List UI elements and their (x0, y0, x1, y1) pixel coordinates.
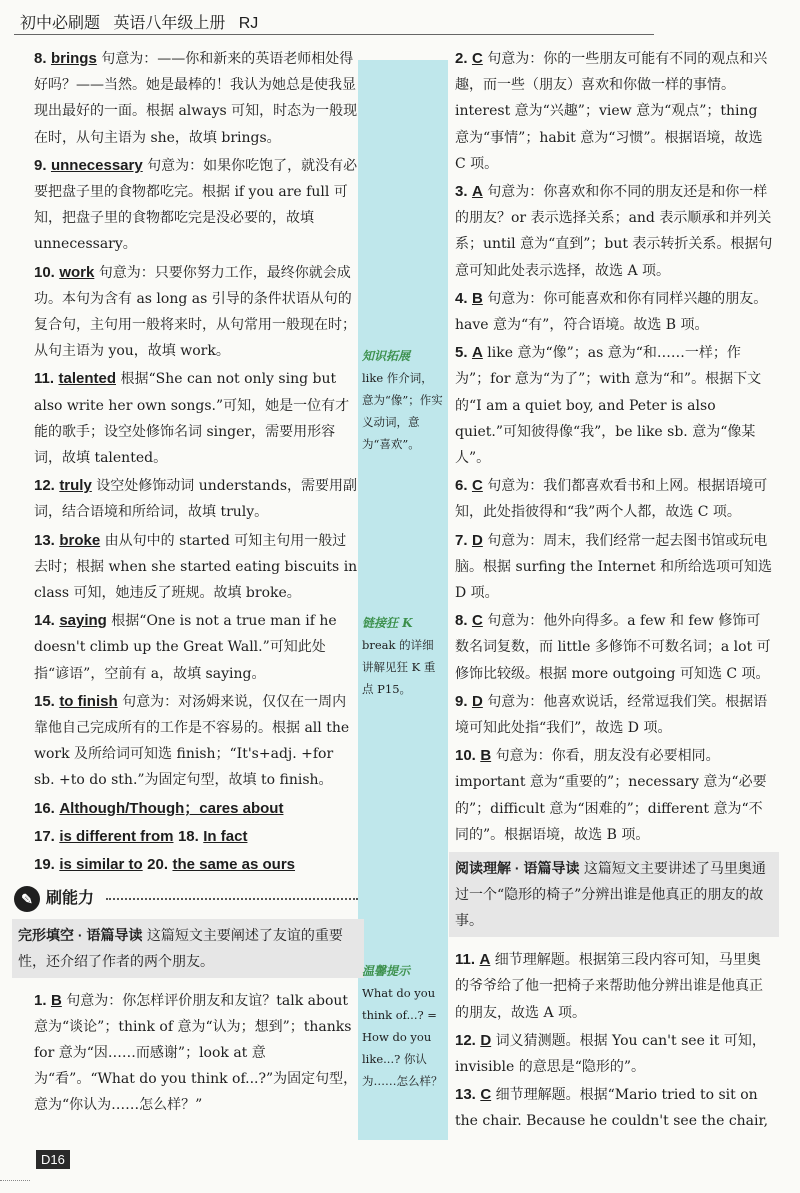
short-answer-row (34, 852, 358, 878)
answer-key: B (50, 991, 62, 1009)
note-title: 知识拓展 (362, 349, 411, 363)
explanation-text: 句意为：你怎样评价朋友和友谊？talk about 意为“谈论”；think of 意为“认为；想到”；thanks for 意为“因……而感谢”；look at 意为“看”。“What do you think of...?”为固定句型，意为“你认为……怎么样？” (34, 992, 358, 1114)
answer-item (455, 689, 773, 741)
answer-item (34, 608, 358, 687)
answer-key: work (59, 263, 95, 281)
explanation-text: 句意为：你喜欢和你不同的朋友还是和你一样的朋友？or 表示选择关系；and 表示顺承和并列关系；until 意为“直到”；but 表示转折关系。根据句意可知此处表示选择，故选 A 项。 (455, 184, 773, 279)
edition-label: RJ (238, 15, 259, 32)
explanation-text: 句意为：你看，朋友没有必要相同。important 意为“重要的”；necessary 意为“必要的”；difficult 意为“困难的”；different 意为“不同的”。根据语境，故选 B 项。 (455, 748, 767, 843)
reading-intro-text: 这篇短文主要讲述了马里奥通过一个“隐形的椅子”分辨出谁是他真正的朋友的故事。 (455, 861, 766, 930)
item-number: 9. (455, 692, 468, 710)
answer-item (34, 46, 358, 151)
cloze-intro-label: 完形填空 · 语篇导读 (18, 926, 143, 943)
answer-item (34, 153, 358, 258)
explanation-text: 设空处修饰动词 understands，需要用副词，结合语境和所给词，故填 truly。 (34, 478, 358, 521)
note-knowledge (362, 345, 444, 455)
explanation-text: 细节理解题。根据“Mario tried to sit on the chair. Because he couldn't see the chair, (455, 1087, 769, 1130)
item-number: 16. (34, 799, 55, 817)
section-heading (14, 886, 358, 912)
dotted-divider (106, 898, 358, 900)
item-number: 9. (34, 156, 47, 174)
note-title: 链接狂 K (362, 616, 413, 630)
explanation-text: 根据“One is not a true man if he doesn't climb up the Great Wall.”可知此处指“谚语”，空前有 a，故填 saying。 (34, 613, 337, 682)
brush-icon: ✎ (14, 886, 40, 912)
item-number: 15. (34, 692, 55, 710)
item-number: 8. (34, 50, 47, 67)
note-tip (362, 960, 444, 1092)
page-header (20, 10, 258, 33)
item-number: 4. (455, 289, 468, 307)
item-number: 11. (34, 370, 55, 388)
answer-item (34, 366, 358, 471)
item-number: 1. (34, 991, 47, 1009)
item-number: 10. (34, 263, 55, 281)
item-number: 12. (34, 477, 55, 495)
answer-key: C (480, 1086, 492, 1104)
item-number: 20. (147, 856, 168, 874)
item-number: 12. (455, 1031, 476, 1049)
note-text: break 的详细讲解见狂 K 重点 P15。 (362, 638, 436, 696)
explanation-text: 句意为：你的一些朋友可能有不同的观点和兴趣，而一些（朋友）喜欢和你做一样的事情。interest 意为“兴趣”；view 意为“观点”；thing 意为“事情”；habit 意为“习惯”。根据语境，故选 C 项。 (455, 51, 768, 172)
answer-key: the same as ours (172, 856, 296, 874)
answer-item (455, 179, 773, 284)
item-number: 18. (177, 827, 199, 845)
answer-key: Although/Though；cares about (59, 799, 284, 817)
page-number: D16 (36, 1150, 70, 1169)
note-link (362, 612, 444, 700)
answer-item (455, 46, 773, 177)
answer-key: brings (50, 50, 97, 67)
answer-key: In fact (203, 827, 248, 845)
item-number: 10. (455, 747, 476, 765)
explanation-text: 句意为：周末，我们经常一起去图书馆或玩电脑。根据 surfing the Internet 和所给选项可知选 D 项。 (455, 532, 773, 602)
answer-key: to finish (59, 692, 118, 710)
explanation-text: 根据“She can not only sing but also write her own songs.”可知，她是一位有才能的歌手；设空处修饰名词 singer，需要用形容词，故填 talented。 (34, 371, 350, 467)
answer-key: A (471, 344, 483, 362)
explanation-text: 句意为：对汤姆来说，仅仅在一周内靠他自己完成所有的工作是不容易的。根据 all the work 及所给词可知选 finish；“It's+adj. +for sb. +to do sth.”为固定句型，故填 to finish。 (34, 693, 350, 789)
footer-dots (0, 1180, 30, 1181)
reading-intro-box (449, 852, 779, 937)
answer-item (455, 947, 773, 1026)
item-number: 5. (455, 344, 468, 362)
explanation-text: 词义猜测题。根据 You can't see it 可知，invisible 的意思是“隐形的”。 (455, 1032, 766, 1075)
reading-intro-label: 阅读理解 · 语篇导读 (455, 860, 580, 877)
answer-item (34, 260, 358, 365)
book-title: 初中必刷题 (20, 15, 101, 32)
item-number: 6. (455, 477, 468, 495)
short-answer-row (34, 796, 358, 822)
answer-key: is different from (59, 827, 174, 845)
answer-item (455, 743, 773, 848)
note-text: What do you think of...? = How do you like...? 你认为……怎么样？ (362, 986, 443, 1088)
explanation-text: like 意为“像”；as 意为“和……一样；作为”；for 意为“为了”；with 意为“和”。根据下文的“I am a quiet boy, and Peter is also quiet.”可知彼得像“我”，be like sb. 意为“像某人”。 (455, 345, 762, 467)
item-number: 11. (455, 951, 476, 969)
answer-key: A (479, 951, 491, 969)
explanation-text: 句意为：他喜欢说话，经常逗我们笑。根据语境可知此处指“我们”，故选 D 项。 (455, 693, 768, 737)
item-number: 13. (455, 1086, 476, 1104)
right-column (455, 46, 773, 1137)
section-title: 刷能力 (46, 890, 95, 908)
answer-key: C (471, 50, 483, 67)
item-number: 8. (455, 612, 468, 630)
answer-item (455, 608, 773, 687)
answer-key: talented (58, 370, 116, 388)
explanation-text: 句意为：如果你吃饱了，就没有必要把盘子里的食物都吃完。根据 if you are full 可知，把盘子里的食物都吃完是没必要的，故填 unnecessary。 (34, 157, 358, 253)
answer-key: is similar to (59, 856, 143, 874)
answer-item (455, 340, 773, 471)
item-number: 14. (34, 612, 55, 630)
item-number: 7. (455, 531, 468, 549)
answer-item (455, 1028, 773, 1080)
answer-key: unnecessary (50, 156, 143, 174)
answer-item (455, 286, 773, 338)
explanation-text: 句意为：他外向得多。a few 和 few 修饰可数名词复数，而 little 多修饰不可数名词；a lot 可修饰比较级。根据 more outgoing 可知选 C 项。 (455, 613, 771, 682)
note-text: like 作介词，意为“像”；作实义动词，意为“喜欢”。 (362, 371, 443, 451)
left-column (18, 46, 358, 1121)
answer-key: D (471, 531, 483, 549)
explanation-text: 句意为：你可能喜欢和你有同样兴趣的朋友。have 意为“有”，符合语境。故选 B 项。 (455, 290, 768, 334)
answer-key: C (471, 477, 483, 495)
answer-key: B (471, 289, 483, 307)
answer-key: D (480, 1031, 492, 1049)
answer-key: saying (59, 612, 107, 630)
answer-item (34, 689, 358, 794)
answer-item (455, 1082, 773, 1134)
answer-item (455, 528, 773, 607)
item-number: 13. (34, 531, 55, 549)
answer-key: D (471, 692, 483, 710)
answer-key: broke (59, 531, 101, 549)
item-number: 17. (34, 827, 55, 845)
explanation-text: 由从句中的 started 可知主句用一般过去时；根据 when she started eating biscuits in class 可知，她违反了班规。故填 broke。 (34, 532, 358, 602)
answer-item (34, 528, 358, 607)
item-number: 19. (34, 856, 55, 874)
answer-item (34, 473, 358, 525)
short-answer-row (34, 824, 358, 850)
item-number: 3. (455, 183, 468, 201)
answer-item (34, 988, 358, 1119)
answer-key: B (480, 747, 492, 765)
note-title: 温馨提示 (362, 964, 411, 978)
explanation-text: 细节理解题。根据第三段内容可知，马里奥的爷爷给了他一把椅子来帮助他分辨出谁是他真正的朋友，故选 A 项。 (455, 952, 763, 1021)
cloze-intro-box (12, 919, 364, 978)
answer-key: A (471, 183, 483, 201)
answer-key: C (471, 612, 483, 630)
answer-item (455, 473, 773, 525)
cloze-intro-text: 这篇短文主要阐述了友谊的重要性，还介绍了作者的两个朋友。 (18, 927, 343, 970)
explanation-text: 句意为：——你和新来的英语老师相处得好吗？——当然。她是最棒的！我认为她总是使我显现出最好的一面。根据 always 可知，时态为一般现在时，从句主语为 she，故填 brings。 (34, 51, 358, 146)
subject-title: 英语八年级上册 (113, 15, 226, 32)
explanation-text: 句意为：我们都喜欢看书和上网。根据语境可知，此处指彼得和“我”两个人都，故选 C 项。 (455, 478, 768, 521)
explanation-text: 句意为：只要你努力工作，最终你就会成功。本句为含有 as long as 引导的条件状语从句的复合句，主句用一般将来时，从句常用一般现在时；从句主语为 you，故填 work。 (34, 264, 356, 360)
item-number: 2. (455, 50, 468, 67)
header-divider (14, 34, 654, 35)
answer-key: truly (59, 477, 92, 495)
